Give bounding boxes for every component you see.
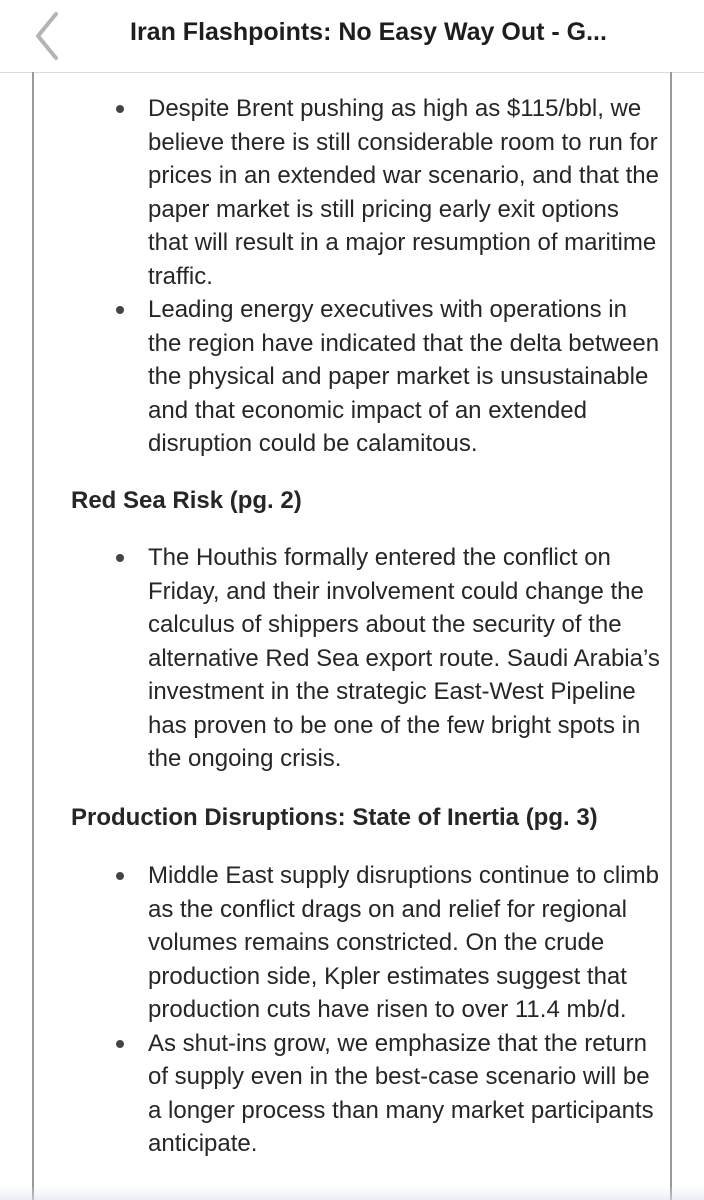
list-item xyxy=(34,92,670,293)
red-sea-bullet-list xyxy=(34,541,670,776)
bullet-icon xyxy=(116,872,124,880)
bullet-icon xyxy=(116,105,124,113)
production-bullet-list xyxy=(34,859,670,1161)
intro-bullet-list xyxy=(34,92,670,461)
list-item xyxy=(34,541,670,776)
bullet-text: Despite Brent pushing as high as $115/bbl, we believe there is still considerable room to run for prices in an extended war scenario, and that the paper market is still pricing early exit options that will result in a major resumption of maritime traffic. xyxy=(148,95,659,290)
page-title: Iran Flashpoints: No Easy Way Out - G... xyxy=(130,18,607,46)
bottom-scroll-shadow xyxy=(0,1186,704,1200)
bullet-text: Middle East supply disruptions continue to climb as the conflict drags on and relief for regional volumes remains constricted. On the crude production side, Kpler estimates suggest that production cuts have risen to over 11.4 mb/d. xyxy=(148,862,659,1023)
bullet-icon xyxy=(116,1040,124,1048)
section-heading-red-sea: Red Sea Risk (pg. 2) xyxy=(71,487,302,514)
bullet-text: The Houthis formally entered the conflict on Friday, and their involvement could change the calculus of shippers about the security of the alternative Red Sea export route. Saudi Arabia’s investment in the strategic East-West Pipeline has proven to be one of the few bright spots in the ongoing crisis. xyxy=(148,544,660,772)
back-button[interactable] xyxy=(28,8,68,64)
bullet-text: Leading energy executives with operations in the region have indicated that the delta between the physical and paper market is unsustainable and that economic impact of an extended disruption could be calamitous. xyxy=(148,296,660,457)
list-item xyxy=(34,293,670,461)
chevron-left-icon xyxy=(28,8,68,64)
section-heading-production: Production Disruptions: State of Inertia (pg. 3) xyxy=(71,804,598,831)
list-item xyxy=(34,1027,670,1161)
top-navigation-bar xyxy=(0,0,704,73)
bullet-icon xyxy=(116,554,124,562)
bullet-text: As shut-ins grow, we emphasize that the return of supply even in the best-case scenario will be a longer process than many market participants anticipate. xyxy=(148,1029,654,1157)
bullet-icon xyxy=(116,306,124,314)
document-body xyxy=(32,72,672,1200)
list-item xyxy=(34,859,670,1027)
